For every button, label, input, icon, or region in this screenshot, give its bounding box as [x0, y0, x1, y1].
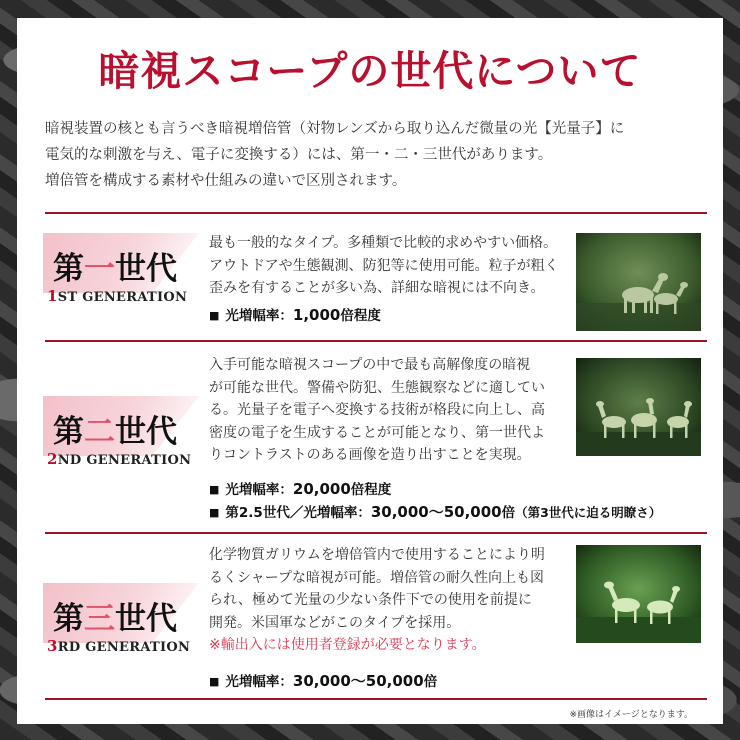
- square-bullet-icon: ■: [209, 483, 220, 496]
- intro-line: 電気的な刺激を与え、電子に変換する）には、第一・二・三世代があります。: [45, 147, 553, 163]
- divider: [45, 532, 707, 534]
- content-card: [17, 18, 723, 724]
- divider: [45, 212, 707, 214]
- gen2-spec: ■ 光増幅率：20,000倍程度: [209, 480, 392, 498]
- gen2-description: [209, 354, 545, 467]
- square-bullet-icon: ■: [209, 675, 220, 688]
- page-title: 暗視スコープの世代について: [98, 47, 642, 95]
- desc-line: る。光量子を電子へ変換する技術が格段に向上し、高: [209, 402, 545, 418]
- square-bullet-icon: ■: [209, 309, 220, 322]
- export-warning: ※輸出入には使用者登録が必要となります。: [209, 637, 486, 653]
- gen2-label: [43, 396, 199, 478]
- gen1-night-vision-photo: [576, 233, 701, 331]
- desc-line: 入手可能な暗視スコープの中で最も高解像度の暗視: [209, 357, 531, 373]
- desc-line: りコントラストのある画像を造り出すことを実現。: [209, 447, 531, 463]
- desc-line: 化学物質ガリウムを増倍管内で使用することにより明: [209, 547, 545, 563]
- desc-line: 開発。米国軍などがこのタイプを採用。: [209, 614, 461, 631]
- desc-line: るくシャープな暗視が可能。増倍管の耐久性向上も図: [209, 569, 545, 586]
- gen2-night-vision-photo: [576, 358, 701, 456]
- square-bullet-icon: ■: [209, 506, 220, 519]
- gen3-spec: ■ 光増幅率：30,000〜50,000倍: [209, 672, 438, 690]
- divider: [45, 698, 707, 700]
- intro-line: 増倍管を構成する素材や仕組みの違いで区別されます。: [45, 173, 407, 189]
- desc-line: 密度の電子を生成することが可能となり、第一世代よ: [209, 424, 545, 441]
- image-disclaimer: ※画像はイメージとなります。: [569, 710, 693, 720]
- gen3-night-vision-photo: [576, 545, 701, 643]
- desc-line: アウトドアや生態観測、防犯等に使用可能。粒子が粗く: [209, 257, 559, 274]
- intro-text: [45, 116, 705, 194]
- gen2-kanji-title: 第二世代: [53, 414, 177, 450]
- divider: [45, 340, 707, 342]
- desc-line: られ、極めて光量の少ない条件下での使用を前提に: [209, 592, 532, 608]
- desc-line: が可能な世代。警備や防犯、生態観察などに適してい: [209, 379, 545, 396]
- gen2-english-title: 2ND GENERATION: [47, 450, 192, 468]
- desc-line: 歪みを有することが多い為、詳細な暗視には不向き。: [209, 280, 545, 296]
- gen1-kanji-title: 第一世代: [53, 251, 177, 287]
- gen1-english-title: 1ST GENERATION: [47, 287, 188, 305]
- gen2-spec-2-5: ■ 第2.5世代／光増幅率：30,000〜50,000倍（第3世代に迫る明瞭さ）: [209, 503, 662, 521]
- desc-line: 最も一般的なタイプ。多種類で比較的求めやすい価格。: [209, 235, 558, 251]
- intro-line: 暗視装置の核とも言うべき暗視増倍管（対物レンズから取り込んだ微量の光【光量子】に: [45, 121, 625, 137]
- gen3-description: [209, 544, 545, 657]
- gen3-english-title: 3RD GENERATION: [47, 637, 191, 655]
- gen1-label: [43, 233, 199, 315]
- gen1-spec: ■ 光増幅率：1,000倍程度: [209, 306, 381, 324]
- gen3-label: [43, 583, 199, 665]
- gen1-description: [209, 232, 559, 300]
- gen3-kanji-title: 第三世代: [53, 601, 177, 637]
